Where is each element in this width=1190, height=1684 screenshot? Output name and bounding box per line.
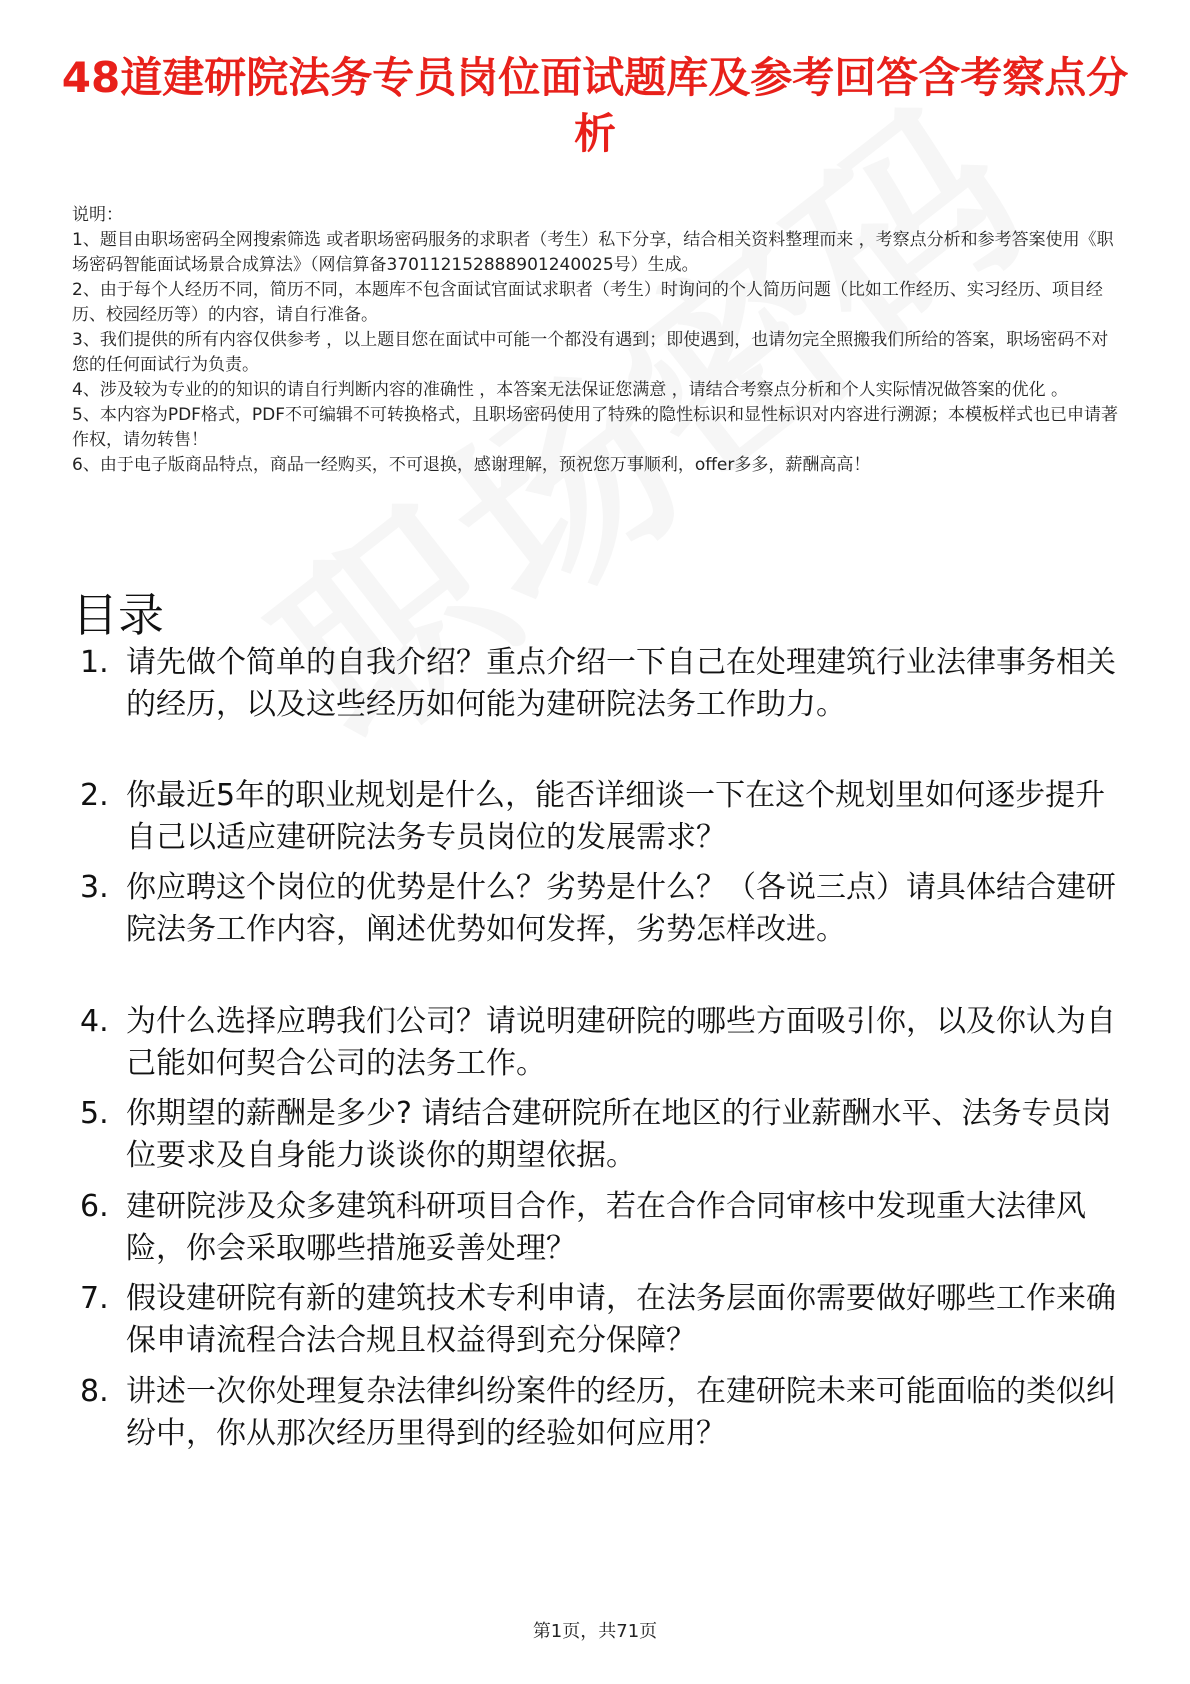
toc-item-number: 8. — [80, 1374, 109, 1409]
toc-item[interactable] — [72, 867, 1132, 951]
toc-item-text: 你期望的薪酬是多少? 请结合建研院所在地区的行业薪酬水平、法务专员岗位要求及自身能力谈谈你的期望依据。 — [126, 1096, 1112, 1173]
toc-item-number: 7. — [80, 1281, 109, 1316]
notes-heading: 说明： — [72, 205, 123, 225]
toc-item-text: 请先做个简单的自我介绍？重点介绍一下自己在处理建筑行业法律事务相关的经历，以及这些经历如何能为建研院法务工作助力。 — [126, 645, 1116, 722]
toc-item-text: 为什么选择应聘我们公司？请说明建研院的哪些方面吸引你，以及你认为自己能如何契合公司的法务工作。 — [126, 1004, 1116, 1081]
notes-section — [72, 203, 1122, 478]
page-footer: 第1页，共71页 — [532, 1621, 658, 1642]
toc-item[interactable] — [72, 1093, 1132, 1177]
toc-heading: 目录 — [72, 588, 164, 642]
toc-item-number: 3. — [80, 870, 109, 905]
toc-item[interactable] — [72, 1001, 1132, 1085]
toc-item-text: 假设建研院有新的建筑技术专利申请，在法务层面你需要做好哪些工作来确保申请流程合法合规且权益得到充分保障？ — [126, 1281, 1116, 1358]
toc-item-number: 5. — [80, 1096, 109, 1131]
notes-item: 2、由于每个人经历不同，简历不同，本题库不包含面试官面试求职者（考生）时询问的个人简历问题（比如工作经历、实习经历、项目经历、校园经历等）的内容，请自行准备。 — [72, 280, 1103, 325]
toc-item[interactable] — [72, 1371, 1132, 1455]
toc-item-number: 1. — [80, 645, 109, 680]
notes-item: 1、题目由职场密码全网搜索筛选 或者职场密码服务的求职者（考生）私下分享，结合相关资料整理而来 ，考察点分析和参考答案使用《职场密码智能面试场景合成算法》（网信算备370112152888901240025号）生成。 — [72, 230, 1114, 275]
toc-item[interactable] — [72, 1278, 1132, 1362]
toc-item-number: 6. — [80, 1189, 109, 1224]
document-title: 48道建研院法务专员岗位面试题库及参考回答含考察点分析 — [61, 53, 1129, 158]
toc-item-text: 建研院涉及众多建筑科研项目合作，若在合作合同审核中发现重大法律风险，你会采取哪些措施妥善处理？ — [126, 1189, 1086, 1266]
toc-item-number: 4. — [80, 1004, 109, 1039]
toc-item[interactable] — [72, 642, 1132, 726]
notes-item: 5、本内容为PDF格式，PDF不可编辑不可转换格式，且职场密码使用了特殊的隐性标识和显性标识对内容进行溯源；本模板样式也已申请著作权，请勿转售！ — [72, 405, 1119, 450]
toc-item[interactable] — [72, 775, 1132, 859]
toc-item-text: 讲述一次你处理复杂法律纠纷案件的经历，在建研院未来可能面临的类似纠纷中，你从那次经历里得到的经验如何应用？ — [126, 1374, 1116, 1451]
toc-item[interactable] — [72, 1186, 1132, 1270]
notes-item: 4、涉及较为专业的的知识的请自行判断内容的准确性 ，本答案无法保证您满意 ，请结合考察点分析和个人实际情况做答案的优化 。 — [72, 380, 1069, 400]
toc-item-text: 你应聘这个岗位的优势是什么？劣势是什么？（各说三点）请具体结合建研院法务工作内容，阐述优势如何发挥，劣势怎样改进。 — [126, 870, 1116, 947]
toc-item-number: 2. — [80, 778, 109, 813]
notes-item: 6、由于电子版商品特点，商品一经购买，不可退换，感谢理解，预祝您万事顺利，offer多多，薪酬高高！ — [72, 455, 871, 475]
toc-item-text: 你最近5年的职业规划是什么，能否详细谈一下在这个规划里如何逐步提升自己以适应建研院法务专员岗位的发展需求？ — [126, 778, 1106, 855]
notes-item: 3、我们提供的所有内容仅供参考 ，以上题目您在面试中可能一个都没有遇到；即使遇到，也请勿完全照搬我们所给的答案，职场密码不对您的任何面试行为负责。 — [72, 330, 1109, 375]
